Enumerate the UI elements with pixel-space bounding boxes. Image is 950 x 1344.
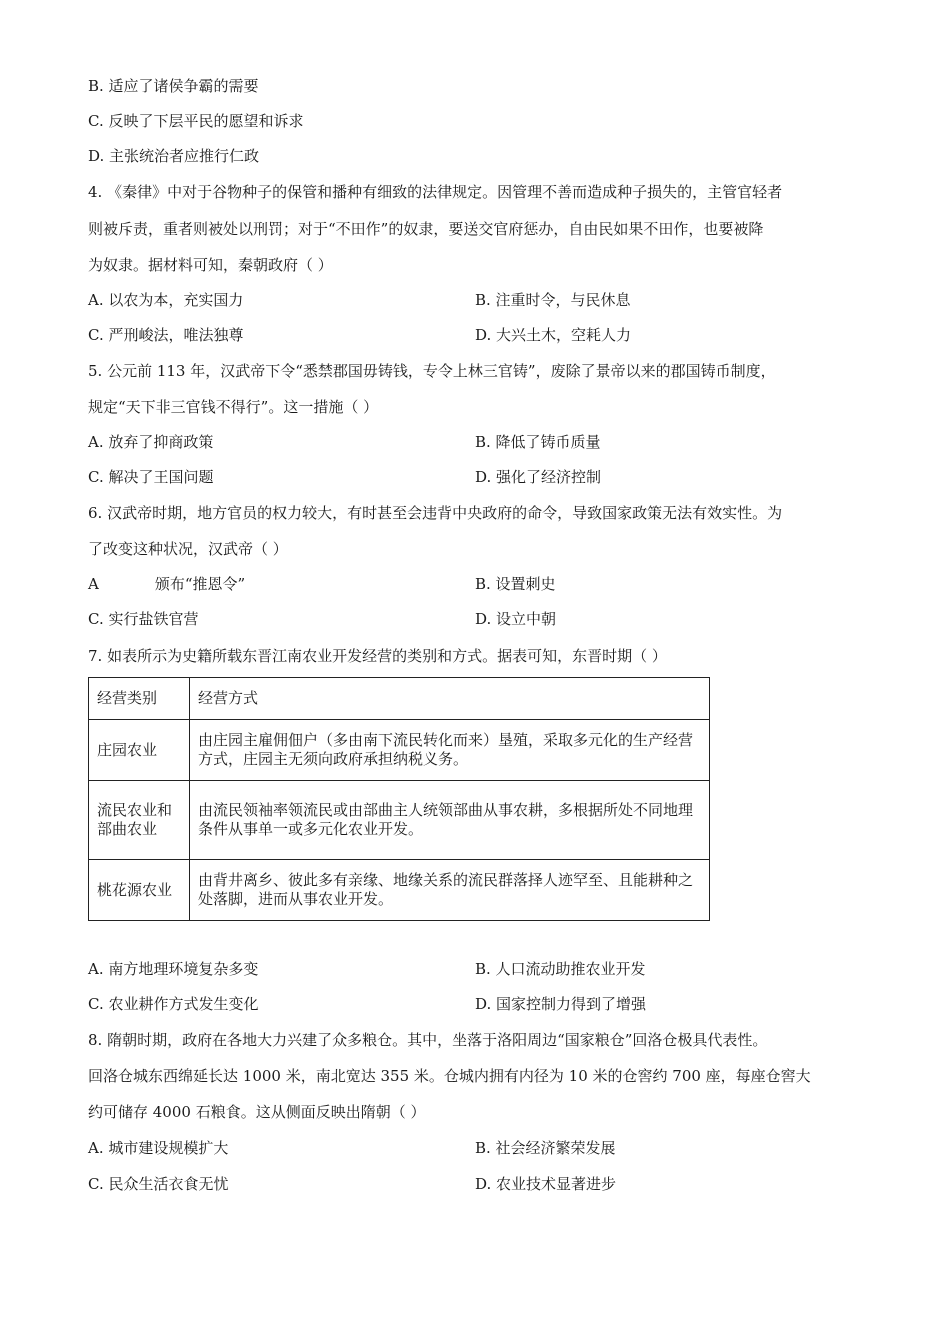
q4-stem-line-3: 为奴隶。据材料可知，秦朝政府（ ） bbox=[88, 256, 333, 274]
q4-stem-line-1: 4. 《秦律》中对于谷物种子的保管和播种有细致的法律规定。因管理不善而造成种子损失的，主管官轻者 bbox=[88, 183, 783, 201]
q6-option-a-text: 颁布“推恩令” bbox=[154, 575, 246, 593]
q5-option-a: A. 放弃了抑商政策 bbox=[88, 433, 214, 451]
q6-option-a-letter: A bbox=[88, 575, 99, 593]
q6-stem-line-2: 了改变这种状况，汉武帝（ ） bbox=[88, 540, 288, 558]
q8-stem-line-3: 约可储存 4000 石粮食。这从侧面反映出隋朝（ ） bbox=[88, 1103, 426, 1121]
q6-option-a bbox=[88, 574, 245, 594]
q3-option-c: C. 反映了下层平民的愿望和诉求 bbox=[88, 112, 304, 130]
q8-stem-line-1: 8. 隋朝时期，政府在各地大力兴建了众多粮仓。其中，坐落于洛阳周边“国家粮仓”回洛仓极具代表性。 bbox=[88, 1031, 768, 1049]
q7-option-b: B. 人口流动助推农业开发 bbox=[475, 960, 646, 978]
table-cell-method: 由背井离乡、彼此多有亲缘、地缘关系的流民群落择人迹罕至、且能耕种之处落脚，进而从事农业开发。 bbox=[190, 860, 710, 921]
table-cell-method: 由流民领袖率领流民或由部曲主人统领部曲从事农耕，多根据所处不同地理条件从事单一或多元化农业开发。 bbox=[190, 781, 710, 860]
q8-option-b: B. 社会经济繁荣发展 bbox=[475, 1139, 616, 1157]
q4-option-c: C. 严刑峻法，唯法独尊 bbox=[88, 326, 244, 344]
q3-option-d: D. 主张统治者应推行仁政 bbox=[88, 147, 260, 165]
q8-option-c: C. 民众生活衣食无忧 bbox=[88, 1175, 229, 1193]
table-header-method: 经营方式 bbox=[190, 678, 710, 720]
table-header-row bbox=[89, 678, 710, 720]
q7-option-d: D. 国家控制力得到了增强 bbox=[475, 995, 647, 1013]
q5-option-d: D. 强化了经济控制 bbox=[475, 468, 602, 486]
q8-stem-line-2: 回洛仓城东西绵延长达 1000 米，南北宽达 355 米。仓城内拥有内径为 10 米的仓窖约 700 座，每座仓窖大 bbox=[88, 1067, 811, 1085]
q5-option-c: C. 解决了王国问题 bbox=[88, 468, 214, 486]
q6-option-b: B. 设置刺史 bbox=[475, 575, 556, 593]
table-row bbox=[89, 860, 710, 921]
table-cell-category: 流民农业和部曲农业 bbox=[89, 781, 190, 860]
q8-option-a: A. 城市建设规模扩大 bbox=[88, 1139, 229, 1157]
q8-option-d: D. 农业技术显著进步 bbox=[475, 1175, 617, 1193]
q4-option-a: A. 以农为本，充实国力 bbox=[88, 291, 244, 309]
q7-table bbox=[88, 677, 710, 921]
q4-option-b: B. 注重时令，与民休息 bbox=[475, 291, 631, 309]
q6-option-c: C. 实行盐铁官营 bbox=[88, 610, 199, 628]
table-cell-category: 桃花源农业 bbox=[89, 860, 190, 921]
q4-stem-line-2: 则被斥责，重者则被处以刑罚；对于“不田作”的奴隶，要送交官府惩办，自由民如果不田作，也要被降 bbox=[88, 220, 764, 238]
q7-option-a: A. 南方地理环境复杂多变 bbox=[88, 960, 259, 978]
q5-stem-line-2: 规定“天下非三官钱不得行”。这一措施（ ） bbox=[88, 398, 379, 416]
table-header-category: 经营类别 bbox=[89, 678, 190, 720]
table-cell-method: 由庄园主雇佣佃户（多由南下流民转化而来）垦殖，采取多元化的生产经营方式，庄园主无须向政府承担纳税义务。 bbox=[190, 720, 710, 781]
q3-option-b: B. 适应了诸侯争霸的需要 bbox=[88, 77, 259, 95]
table-row bbox=[89, 720, 710, 781]
q6-option-d: D. 设立中朝 bbox=[475, 610, 557, 628]
q6-stem-line-1: 6. 汉武帝时期，地方官员的权力较大，有时甚至会违背中央政府的命令，导致国家政策无法有效实性。为 bbox=[88, 504, 783, 522]
table-cell-category: 庄园农业 bbox=[89, 720, 190, 781]
q4-option-d: D. 大兴土木，空耗人力 bbox=[475, 326, 632, 344]
table-row bbox=[89, 781, 710, 860]
q5-option-b: B. 降低了铸币质量 bbox=[475, 433, 601, 451]
q5-stem-line-1: 5. 公元前 113 年，汉武帝下令“悉禁郡国毋铸钱，专令上林三官铸”，废除了景帝以来的郡国铸币制度， bbox=[88, 362, 776, 380]
q7-option-c: C. 农业耕作方式发生变化 bbox=[88, 995, 259, 1013]
q7-stem: 7. 如表所示为史籍所载东晋江南农业开发经营的类别和方式。据表可知，东晋时期（ ） bbox=[88, 647, 667, 665]
